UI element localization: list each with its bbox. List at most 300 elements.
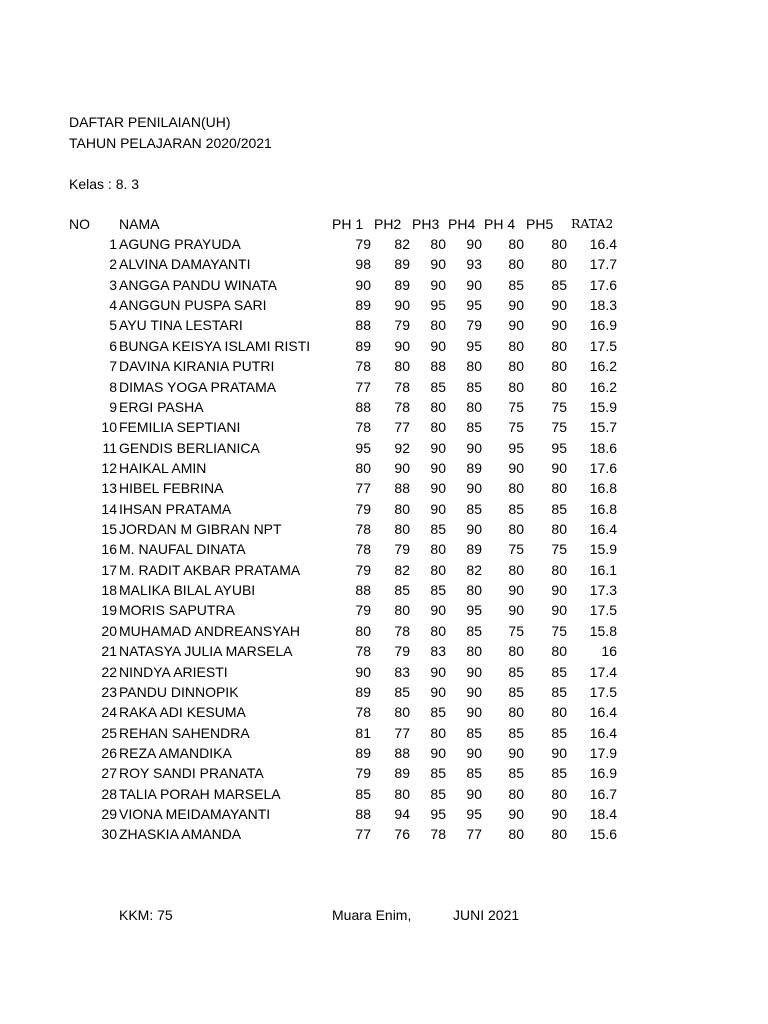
score-cell: 89	[394, 276, 410, 293]
score-cell: 80	[508, 561, 524, 578]
student-name: ZHASKIA AMANDA	[119, 826, 242, 843]
score-cell: 78	[394, 398, 410, 415]
score-cell: 85	[394, 683, 410, 700]
score-cell: 92	[394, 439, 410, 456]
table-row	[0, 582, 768, 602]
student-name: VIONA MEIDAMAYANTI	[119, 806, 271, 823]
table-row	[0, 602, 768, 622]
score-cell: 85	[466, 765, 482, 782]
score-cell: 90	[430, 500, 446, 517]
average-cell: 18.4	[589, 806, 617, 823]
score-cell: 85	[466, 622, 482, 639]
score-cell: 90	[430, 683, 446, 700]
signature-place: Muara Enim,	[332, 907, 412, 923]
score-cell: 90	[466, 439, 482, 456]
score-cell: 81	[355, 724, 371, 741]
student-name: HAIKAL AMIN	[119, 459, 207, 476]
score-cell: 90	[430, 480, 446, 497]
table-row	[0, 317, 768, 337]
score-cell: 85	[551, 683, 567, 700]
average-cell: 16.8	[589, 480, 617, 497]
table-row	[0, 460, 768, 480]
score-cell: 85	[508, 663, 524, 680]
average-cell: 16.9	[589, 317, 617, 334]
score-cell: 90	[430, 337, 446, 354]
score-cell: 80	[466, 582, 482, 599]
average-cell: 16.7	[589, 785, 617, 802]
average-cell: 17.7	[589, 256, 617, 273]
score-cell: 94	[394, 806, 410, 823]
score-cell: 85	[466, 500, 482, 517]
score-cell: 90	[355, 276, 371, 293]
student-name: MUHAMAD ANDREANSYAH	[119, 622, 300, 639]
row-number: 25	[101, 724, 117, 741]
grades-table-body	[0, 236, 768, 847]
score-cell: 77	[355, 826, 371, 843]
table-row	[0, 419, 768, 439]
average-cell: 16.4	[589, 724, 617, 741]
score-cell: 80	[508, 358, 524, 375]
score-cell: 80	[430, 622, 446, 639]
student-name: AGUNG PRAYUDA	[119, 236, 241, 252]
row-number: 21	[101, 643, 117, 660]
score-cell: 90	[430, 276, 446, 293]
score-cell: 90	[551, 806, 567, 823]
score-cell: 80	[551, 236, 567, 252]
row-number: 6	[109, 337, 117, 354]
score-cell: 77	[394, 419, 410, 436]
score-cell: 90	[394, 459, 410, 476]
table-row	[0, 704, 768, 724]
score-cell: 85	[551, 276, 567, 293]
score-cell: 88	[355, 582, 371, 599]
average-cell: 17.5	[589, 683, 617, 700]
score-cell: 79	[394, 317, 410, 334]
score-cell: 89	[355, 297, 371, 314]
score-cell: 95	[508, 439, 524, 456]
table-row	[0, 256, 768, 276]
row-number: 17	[101, 561, 117, 578]
score-cell: 80	[508, 704, 524, 721]
average-cell: 16.2	[589, 358, 617, 375]
score-cell: 75	[508, 398, 524, 415]
score-cell: 82	[394, 236, 410, 252]
average-cell: 16.9	[589, 765, 617, 782]
row-number: 15	[101, 521, 117, 538]
student-name: ERGI PASHA	[119, 398, 204, 415]
score-cell: 79	[394, 643, 410, 660]
score-cell: 90	[466, 683, 482, 700]
score-cell: 90	[430, 744, 446, 761]
score-cell: 75	[551, 622, 567, 639]
score-cell: 78	[355, 419, 371, 436]
score-cell: 80	[551, 480, 567, 497]
score-cell: 90	[394, 297, 410, 314]
row-number: 14	[101, 500, 117, 517]
score-cell: 80	[430, 561, 446, 578]
header-ph1: PH 1	[332, 216, 364, 232]
header-rata: RATA2	[571, 216, 614, 231]
score-cell: 95	[430, 806, 446, 823]
class-label: Kelas : 8. 3	[69, 176, 140, 192]
table-row	[0, 480, 768, 500]
student-name: ALVINA DAMAYANTI	[119, 256, 251, 273]
score-cell: 78	[355, 704, 371, 721]
average-cell: 15.9	[589, 541, 617, 558]
score-cell: 80	[551, 256, 567, 273]
score-cell: 89	[394, 765, 410, 782]
score-cell: 80	[551, 643, 567, 660]
score-cell: 80	[466, 643, 482, 660]
score-cell: 85	[508, 683, 524, 700]
row-number: 19	[101, 602, 117, 619]
score-cell: 90	[508, 317, 524, 334]
score-cell: 90	[430, 256, 446, 273]
average-cell: 16.4	[589, 521, 617, 538]
score-cell: 77	[355, 480, 371, 497]
score-cell: 90	[508, 297, 524, 314]
score-cell: 90	[466, 480, 482, 497]
score-cell: 85	[466, 724, 482, 741]
document-title: DAFTAR PENILAIAN(UH)	[69, 114, 231, 130]
score-cell: 78	[394, 378, 410, 395]
student-name: NATASYA JULIA MARSELA	[119, 643, 293, 660]
score-cell: 85	[508, 724, 524, 741]
score-cell: 90	[430, 663, 446, 680]
student-name: M. RADIT AKBAR PRATAMA	[119, 561, 301, 578]
score-cell: 85	[551, 500, 567, 517]
score-cell: 85	[430, 765, 446, 782]
score-cell: 80	[551, 358, 567, 375]
score-cell: 85	[430, 704, 446, 721]
student-name: ANGGA PANDU WINATA	[119, 276, 277, 293]
score-cell: 75	[508, 419, 524, 436]
score-cell: 80	[430, 317, 446, 334]
score-cell: 79	[466, 317, 482, 334]
score-cell: 88	[394, 480, 410, 497]
student-name: MALIKA BILAL AYUBI	[119, 582, 256, 599]
score-cell: 80	[466, 398, 482, 415]
score-cell: 85	[430, 378, 446, 395]
row-number: 1	[109, 236, 117, 252]
table-row	[0, 338, 768, 358]
score-cell: 95	[466, 806, 482, 823]
score-cell: 85	[466, 419, 482, 436]
score-cell: 88	[355, 317, 371, 334]
score-cell: 95	[466, 602, 482, 619]
score-cell: 83	[394, 663, 410, 680]
score-cell: 80	[551, 378, 567, 395]
score-cell: 90	[508, 744, 524, 761]
score-cell: 80	[394, 785, 410, 802]
score-cell: 89	[466, 459, 482, 476]
table-row	[0, 297, 768, 317]
score-cell: 90	[355, 663, 371, 680]
table-row	[0, 236, 768, 256]
student-name: JORDAN M GIBRAN NPT	[119, 521, 282, 538]
score-cell: 75	[508, 541, 524, 558]
score-cell: 80	[430, 419, 446, 436]
score-cell: 90	[430, 439, 446, 456]
table-row	[0, 277, 768, 297]
score-cell: 78	[355, 358, 371, 375]
student-name: M. NAUFAL DINATA	[119, 541, 246, 558]
score-cell: 90	[551, 459, 567, 476]
score-cell: 90	[551, 317, 567, 334]
table-row	[0, 684, 768, 704]
score-cell: 88	[394, 744, 410, 761]
score-cell: 85	[394, 582, 410, 599]
table-row	[0, 786, 768, 806]
average-cell: 17.5	[589, 602, 617, 619]
score-cell: 80	[508, 521, 524, 538]
score-cell: 78	[430, 826, 446, 843]
score-cell: 90	[551, 582, 567, 599]
score-cell: 95	[551, 439, 567, 456]
row-number: 20	[101, 622, 117, 639]
average-cell: 16.4	[589, 236, 617, 252]
score-cell: 93	[466, 256, 482, 273]
average-cell: 16.4	[589, 704, 617, 721]
student-name: ANGGUN PUSPA SARI	[119, 297, 267, 314]
score-cell: 80	[551, 785, 567, 802]
average-cell: 18.6	[589, 439, 617, 456]
header-ph2: PH2	[374, 216, 402, 232]
student-name: IHSAN PRATAMA	[119, 500, 232, 517]
score-cell: 85	[430, 582, 446, 599]
score-cell: 80	[508, 337, 524, 354]
score-cell: 80	[430, 236, 446, 252]
score-cell: 80	[394, 358, 410, 375]
average-cell: 15.9	[589, 398, 617, 415]
score-cell: 79	[355, 500, 371, 517]
score-cell: 77	[394, 724, 410, 741]
average-cell: 17.3	[589, 582, 617, 599]
table-row	[0, 562, 768, 582]
score-cell: 80	[508, 236, 524, 252]
score-cell: 95	[466, 337, 482, 354]
score-cell: 88	[430, 358, 446, 375]
score-cell: 77	[355, 378, 371, 395]
student-name: REZA AMANDIKA	[119, 744, 232, 761]
score-cell: 98	[355, 256, 371, 273]
student-name: BUNGA KEISYA ISLAMI RISTI	[119, 337, 311, 354]
row-number: 28	[101, 785, 117, 802]
average-cell: 18.3	[589, 297, 617, 314]
score-cell: 80	[394, 704, 410, 721]
row-number: 5	[109, 317, 117, 334]
student-name: DAVINA KIRANIA PUTRI	[119, 358, 275, 375]
row-number: 13	[101, 480, 117, 497]
score-cell: 80	[551, 704, 567, 721]
signature-date: JUNI 2021	[453, 907, 520, 923]
score-cell: 80	[430, 398, 446, 415]
row-number: 22	[101, 663, 117, 680]
score-cell: 80	[508, 480, 524, 497]
score-cell: 90	[430, 459, 446, 476]
score-cell: 90	[466, 663, 482, 680]
row-number: 30	[101, 826, 117, 843]
student-name: RAKA ADI KESUMA	[119, 704, 246, 721]
score-cell: 90	[551, 744, 567, 761]
score-cell: 80	[394, 521, 410, 538]
row-number: 29	[101, 806, 117, 823]
score-cell: 79	[394, 541, 410, 558]
average-cell: 15.8	[589, 622, 617, 639]
table-row	[0, 806, 768, 826]
row-number: 7	[109, 358, 117, 375]
score-cell: 90	[551, 297, 567, 314]
score-cell: 80	[508, 643, 524, 660]
table-row	[0, 379, 768, 399]
average-cell: 15.6	[589, 826, 617, 843]
academic-year: TAHUN PELAJARAN 2020/2021	[69, 135, 272, 151]
score-cell: 80	[551, 521, 567, 538]
score-cell: 80	[508, 826, 524, 843]
student-name: GENDIS BERLIANICA	[119, 439, 260, 456]
score-cell: 75	[551, 541, 567, 558]
average-cell: 17.4	[589, 663, 617, 680]
table-row	[0, 725, 768, 745]
score-cell: 85	[508, 500, 524, 517]
row-number: 11	[102, 439, 117, 456]
score-cell: 80	[508, 785, 524, 802]
score-cell: 89	[355, 744, 371, 761]
score-cell: 75	[551, 419, 567, 436]
row-number: 12	[101, 459, 117, 476]
row-number: 23	[101, 683, 117, 700]
score-cell: 90	[508, 582, 524, 599]
score-cell: 80	[430, 541, 446, 558]
kkm-label: KKM: 75	[119, 907, 173, 923]
score-cell: 90	[466, 236, 482, 252]
average-cell: 17.6	[589, 459, 617, 476]
score-cell: 80	[430, 724, 446, 741]
row-number: 18	[101, 582, 117, 599]
table-row	[0, 440, 768, 460]
header-ph3: PH3	[412, 216, 440, 232]
score-cell: 80	[355, 622, 371, 639]
score-cell: 85	[430, 785, 446, 802]
score-cell: 78	[355, 643, 371, 660]
score-cell: 90	[466, 704, 482, 721]
score-cell: 79	[355, 602, 371, 619]
score-cell: 85	[466, 378, 482, 395]
score-cell: 85	[551, 724, 567, 741]
score-cell: 85	[551, 663, 567, 680]
score-cell: 90	[466, 785, 482, 802]
table-row	[0, 745, 768, 765]
student-name: ROY SANDI PRANATA	[119, 765, 264, 782]
score-cell: 79	[355, 236, 371, 252]
score-cell: 85	[508, 276, 524, 293]
row-number: 4	[109, 297, 117, 314]
score-cell: 95	[355, 439, 371, 456]
student-name: TALIA PORAH MARSELA	[119, 785, 281, 802]
student-name: NINDYA ARIESTI	[119, 663, 228, 680]
table-row	[0, 765, 768, 785]
average-cell: 16	[601, 643, 617, 660]
student-name: AYU TINA LESTARI	[119, 317, 243, 334]
score-cell: 78	[355, 521, 371, 538]
table-row	[0, 399, 768, 419]
header-ph5: PH5	[526, 216, 554, 232]
score-cell: 90	[508, 459, 524, 476]
row-number: 8	[109, 378, 117, 395]
score-cell: 79	[355, 561, 371, 578]
score-cell: 85	[551, 765, 567, 782]
score-cell: 80	[508, 378, 524, 395]
score-cell: 79	[355, 765, 371, 782]
score-cell: 75	[508, 622, 524, 639]
score-cell: 90	[466, 276, 482, 293]
header-ph4: PH4	[448, 216, 476, 232]
table-row	[0, 358, 768, 378]
score-cell: 78	[394, 622, 410, 639]
score-cell: 77	[466, 826, 482, 843]
score-cell: 76	[394, 826, 410, 843]
score-cell: 75	[551, 398, 567, 415]
score-cell: 95	[466, 297, 482, 314]
student-name: REHAN SAHENDRA	[119, 724, 250, 741]
score-cell: 89	[355, 683, 371, 700]
score-cell: 80	[551, 561, 567, 578]
score-cell: 90	[466, 744, 482, 761]
average-cell: 15.7	[589, 419, 617, 436]
score-cell: 90	[394, 337, 410, 354]
score-cell: 82	[394, 561, 410, 578]
row-number: 3	[109, 276, 117, 293]
header-ph4b: PH 4	[484, 216, 516, 232]
score-cell: 80	[355, 459, 371, 476]
score-cell: 80	[394, 500, 410, 517]
student-name: MORIS SAPUTRA	[119, 602, 235, 619]
student-name: DIMAS YOGA PRATAMA	[119, 378, 277, 395]
score-cell: 78	[355, 541, 371, 558]
table-row	[0, 541, 768, 561]
row-number: 16	[101, 541, 117, 558]
score-cell: 90	[466, 521, 482, 538]
table-row	[0, 501, 768, 521]
score-cell: 82	[466, 561, 482, 578]
table-row	[0, 623, 768, 643]
average-cell: 16.1	[589, 561, 617, 578]
row-number: 2	[109, 256, 117, 273]
score-cell: 90	[551, 602, 567, 619]
score-cell: 89	[355, 337, 371, 354]
score-cell: 80	[394, 602, 410, 619]
score-cell: 85	[508, 765, 524, 782]
table-row	[0, 664, 768, 684]
row-number: 9	[109, 398, 117, 415]
score-cell: 95	[430, 297, 446, 314]
table-row	[0, 643, 768, 663]
row-number: 27	[101, 765, 117, 782]
score-cell: 85	[355, 785, 371, 802]
student-name: PANDU DINNOPIK	[119, 683, 239, 700]
header-nama: NAMA	[119, 216, 160, 232]
average-cell: 17.9	[589, 744, 617, 761]
score-cell: 89	[466, 541, 482, 558]
score-cell: 90	[430, 602, 446, 619]
student-name: FEMILIA SEPTIANI	[119, 419, 241, 436]
score-cell: 80	[551, 826, 567, 843]
score-cell: 90	[508, 806, 524, 823]
score-cell: 88	[355, 806, 371, 823]
row-number: 24	[101, 704, 117, 721]
score-cell: 88	[355, 398, 371, 415]
header-no: NO	[69, 216, 90, 232]
